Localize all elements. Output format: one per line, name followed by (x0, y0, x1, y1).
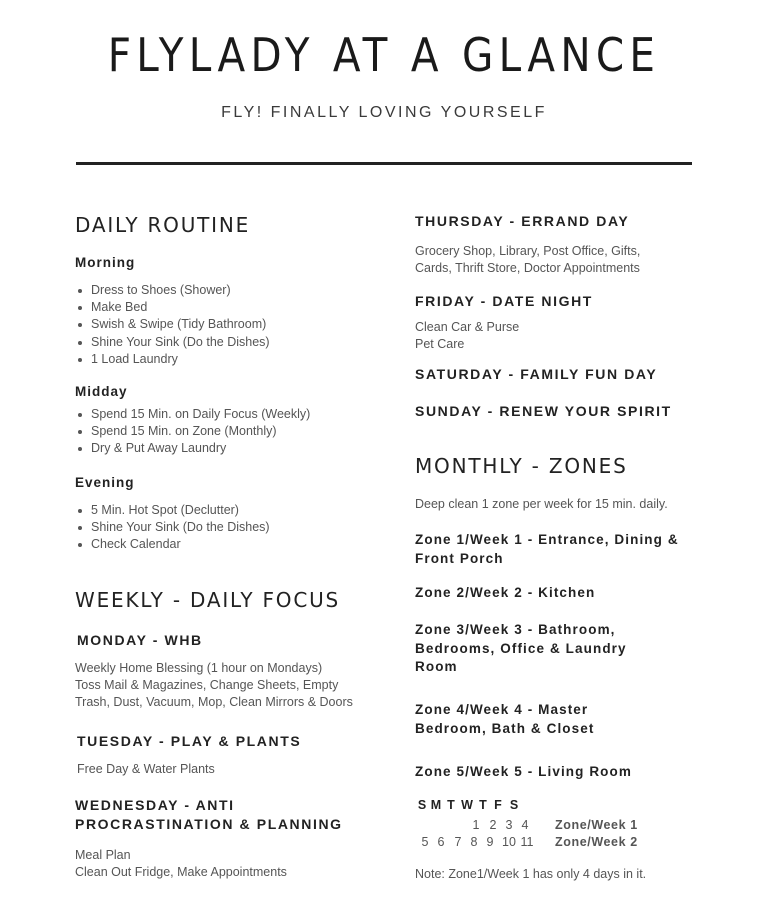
list-item: Spend 15 Min. on Daily Focus (Weekly) (75, 406, 310, 423)
zone-2-line-1: Zone 2/Week 2 - Kitchen (415, 585, 596, 600)
mini-calendar (415, 798, 695, 858)
calendar-day: 2 (489, 818, 497, 832)
day-header: S (509, 798, 519, 812)
list-item: Shine Your Sink (Do the Dishes) (75, 519, 270, 536)
friday-line-1: Clean Car & Purse (415, 320, 520, 334)
tuesday-line-1: Free Day & Water Plants (77, 762, 215, 776)
wednesday-heading-line-2: PROCRASTINATION & PLANNING (75, 816, 343, 832)
zone-2 (415, 584, 715, 603)
weekly-heading: WEEKLY - DAILY FOCUS (75, 588, 341, 612)
thursday-line-1: Grocery Shop, Library, Post Office, Gifts, (415, 244, 641, 258)
calendar-day: 9 (486, 835, 494, 849)
list-item: Check Calendar (75, 536, 270, 553)
wednesday-line-2: Clean Out Fridge, Make Appointments (75, 865, 287, 879)
calendar-note: Note: Zone1/Week 1 has only 4 days in it. (415, 867, 647, 881)
sunday-heading: SUNDAY - RENEW YOUR SPIRIT (415, 403, 672, 419)
day-header: T (479, 798, 487, 812)
zone-1 (415, 531, 715, 568)
list-item: Dry & Put Away Laundry (75, 440, 310, 457)
day-header: T (447, 798, 455, 812)
list-item: 5 Min. Hot Spot (Declutter) (75, 502, 270, 519)
monday-line-1: Weekly Home Blessing (1 hour on Mondays) (75, 661, 323, 675)
friday-line-2: Pet Care (415, 337, 465, 351)
monthly-intro: Deep clean 1 zone per week for 15 min. daily. (415, 497, 668, 511)
zone-1-line-1: Zone 1/Week 1 - Entrance, Dining & (415, 532, 679, 547)
thursday-line-2: Cards, Thrift Store, Doctor Appointments (415, 261, 640, 275)
day-header: S (417, 798, 427, 812)
morning-list (75, 282, 270, 368)
zone-4-line-2: Bedroom, Bath & Closet (415, 720, 595, 736)
midday-list (75, 406, 310, 458)
morning-label: Morning (75, 255, 136, 270)
zone-3 (415, 621, 715, 677)
daily-routine-heading: DAILY ROUTINE (75, 213, 251, 237)
calendar-day: 1 (472, 818, 480, 832)
list-item: Dress to Shoes (Shower) (75, 282, 270, 299)
page-subtitle: FLY! FINALLY LOVING YOURSELF (221, 104, 547, 121)
wednesday-heading-line-1: WEDNESDAY - ANTI (75, 797, 235, 813)
list-item: Spend 15 Min. on Zone (Monthly) (75, 423, 310, 440)
list-item: Shine Your Sink (Do the Dishes) (75, 334, 270, 351)
day-header: W (461, 798, 473, 812)
midday-label: Midday (75, 384, 128, 399)
tuesday-heading: TUESDAY - PLAY & PLANTS (77, 733, 302, 749)
friday-heading: FRIDAY - DATE NIGHT (415, 293, 593, 309)
day-header: F (494, 798, 502, 812)
calendar-day: 3 (505, 818, 513, 832)
calendar-day: 10 (502, 835, 516, 849)
evening-label: Evening (75, 475, 135, 490)
page-title: FLYLADY AT A GLANCE (107, 28, 661, 82)
monday-heading: MONDAY - WHB (77, 632, 203, 648)
zone-3-line-3: Room (415, 659, 458, 674)
zone-3-line-1: Zone 3/Week 3 - Bathroom, (415, 622, 616, 637)
zone-1-line-2: Front Porch (415, 550, 504, 566)
monday-line-2: Toss Mail & Magazines, Change Sheets, Empty (75, 678, 339, 692)
calendar-day: 8 (470, 835, 478, 849)
zone-3-line-2: Bedrooms, Office & Laundry (415, 640, 627, 656)
list-item: Make Bed (75, 299, 270, 316)
calendar-day: 7 (454, 835, 462, 849)
calendar-day: 4 (521, 818, 529, 832)
calendar-row-1-label: Zone/Week 1 (555, 818, 638, 832)
calendar-day: 6 (437, 835, 445, 849)
list-item: 1 Load Laundry (75, 351, 270, 368)
calendar-day: 5 (421, 835, 429, 849)
zone-4 (415, 701, 715, 738)
evening-list (75, 502, 270, 554)
wednesday-line-1: Meal Plan (75, 848, 131, 862)
day-header: M (430, 798, 442, 812)
calendar-day: 11 (520, 835, 534, 849)
saturday-heading: SATURDAY - FAMILY FUN DAY (415, 366, 658, 382)
monthly-heading: MONTHLY - ZONES (415, 454, 628, 478)
monday-line-3: Trash, Dust, Vacuum, Mop, Clean Mirrors & Doors (75, 695, 353, 709)
header-divider (76, 162, 692, 165)
zone-5-line-1: Zone 5/Week 5 - Living Room (415, 764, 632, 779)
calendar-row-2-label: Zone/Week 2 (555, 835, 638, 849)
thursday-heading: THURSDAY - ERRAND DAY (415, 213, 630, 229)
zone-4-line-1: Zone 4/Week 4 - Master (415, 702, 589, 717)
zone-5 (415, 763, 715, 782)
list-item: Swish & Swipe (Tidy Bathroom) (75, 316, 270, 333)
